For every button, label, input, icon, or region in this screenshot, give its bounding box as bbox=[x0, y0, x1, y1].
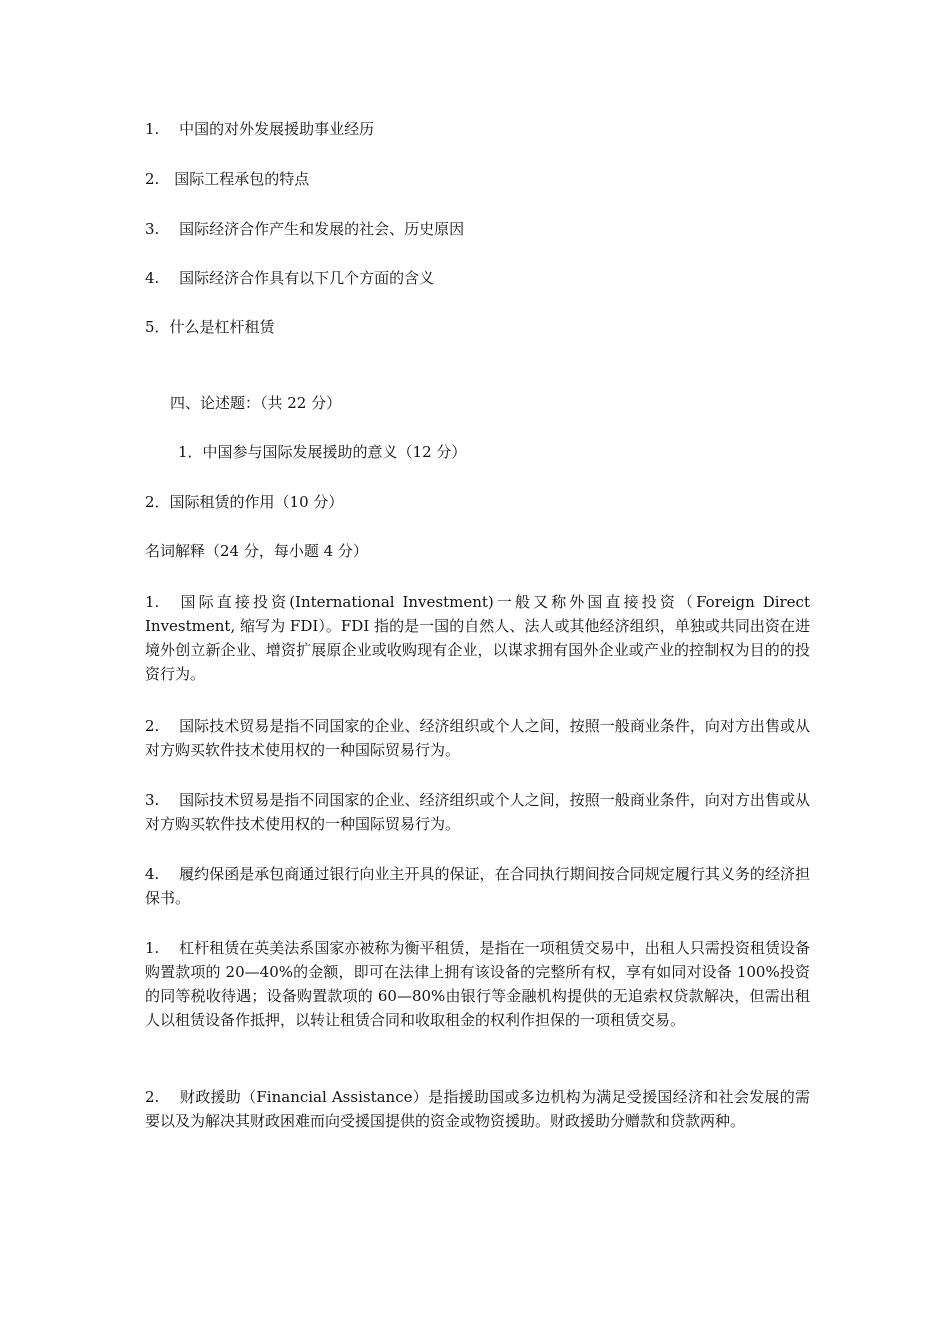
terms-heading: 名词解释（24 分，每小题 4 分） bbox=[145, 542, 368, 560]
term-paragraph-2: 2. 国际技术贸易是指不同国家的企业、经济组织或个人之间，按照一般商业条件，向对方出售或从对方购买软件技术使用权的一种国际贸易行为。 bbox=[145, 717, 810, 759]
term-paragraph-1: 1. 国际直接投资(International Investment)一般又称外国直接投资（Foreign Direct Investment, 缩写为 FDI）。FDI 指的是一国的自然人、法人或其他经济组织，单独或共同出资在进境外创立新企业、增资扩展原企业或收购现有企业，以谋求拥有国外企业或产业的控制权为目的的投资行为。 bbox=[145, 593, 810, 683]
essay-question-1: 1．中国参与国际发展援助的意义（12 分） bbox=[178, 443, 467, 461]
term-paragraph-5: 1. 杠杆租赁在英美法系国家亦被称为衡平租赁，是指在一项租赁交易中，出租人只需投资租赁设备购置款项的 20—40%的金额，即可在法律上拥有该设备的完整所有权，享有如同对设备 100%投资的同等税收待遇；设备购置款项的 60—80%由银行等金融机构提供的无追索权贷款解决，但需出租人以租赁设备作抵押，以转让租赁合同和收取租金的权利作担保的一项租赁交易。 bbox=[145, 939, 810, 1029]
term-paragraph-4: 4. 履约保函是承包商通过银行向业主开具的保证，在合同执行期间按合同规定履行其义务的经济担保书。 bbox=[145, 865, 810, 907]
list-item-3: 3. 国际经济合作产生和发展的社会、历史原因 bbox=[145, 220, 465, 238]
essay-question-2: 2．国际租赁的作用（10 分） bbox=[145, 493, 344, 511]
list-item-4: 4. 国际经济合作具有以下几个方面的含义 bbox=[145, 269, 435, 287]
term-paragraph-6: 2. 财政援助（Financial Assistance）是指援助国或多边机构为满足受援国经济和社会发展的需要以及为解决其财政困难而向受援国提供的资金或物资援助。财政援助分赠款和贷款两种。 bbox=[145, 1088, 810, 1130]
list-item-2: 2. 国际工程承包的特点 bbox=[145, 170, 310, 188]
term-paragraph-3: 3. 国际技术贸易是指不同国家的企业、经济组织或个人之间，按照一般商业条件，向对方出售或从对方购买软件技术使用权的一种国际贸易行为。 bbox=[145, 791, 810, 833]
list-item-1: 1. 中国的对外发展援助事业经历 bbox=[145, 120, 375, 138]
essay-heading: 四、论述题：（共 22 分） bbox=[170, 394, 342, 412]
list-item-5: 5．什么是杠杆租赁 bbox=[145, 318, 275, 336]
